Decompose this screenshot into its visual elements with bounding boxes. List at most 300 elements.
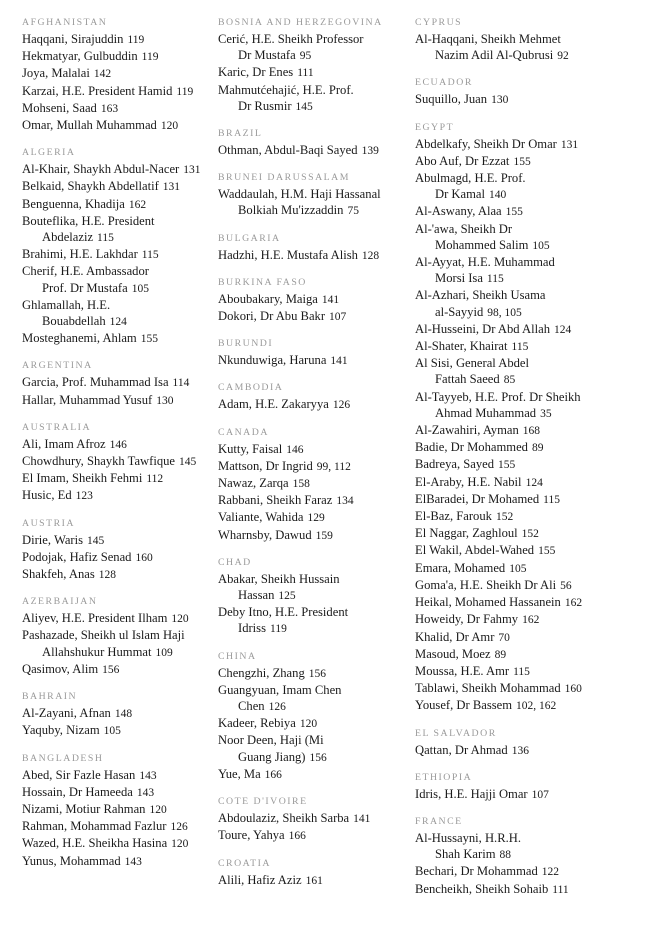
entry-name-continuation (218, 749, 398, 766)
entry-name: Husic, Ed (22, 488, 72, 503)
country-heading: CYPRUS (415, 17, 463, 28)
country-section (218, 556, 398, 638)
entry-name-continuation (218, 587, 398, 604)
entry-name: Al-Zawahiri, Ayman (415, 423, 519, 438)
index-entry (22, 263, 202, 296)
entry-name: Joya, Malalai (22, 66, 90, 81)
page-numbers: 119 (270, 623, 287, 636)
entry-name: Rahman, Mohammad Fazlur (22, 819, 167, 834)
page-numbers: 107 (531, 788, 549, 801)
entry-name: Al Sisi, General Abdel (415, 356, 530, 371)
entry-name: Al-Ayyat, H.E. Muhammad (415, 255, 555, 270)
index-entry (22, 532, 202, 549)
country-heading: ETHIOPIA (415, 771, 473, 783)
index-entry (22, 549, 202, 566)
page-numbers: 155 (140, 333, 158, 346)
entry-name: Valiante, Wahida (218, 510, 304, 525)
page-numbers: 160 (564, 683, 582, 696)
page-numbers: 114 (172, 377, 190, 390)
index-entry (415, 594, 615, 611)
country-section (22, 359, 202, 408)
page-numbers: 168 (522, 425, 541, 438)
entry-name: El-Araby, H.E. Nabil (415, 474, 522, 489)
entry-name: Yue, Ma (218, 766, 261, 781)
page-numbers: 128 (361, 249, 380, 262)
index-entry (22, 178, 202, 195)
entry-name: Noor Deen, Haji (Mi (218, 733, 324, 748)
entry-name-cont-text: Shah Karim (435, 847, 496, 862)
index-entry (22, 117, 202, 134)
page-numbers: 95 (299, 50, 312, 63)
page-numbers: 124 (109, 316, 127, 329)
index-entry (218, 665, 398, 682)
index-entry (415, 629, 615, 646)
entry-name: Qasimov, Alim (22, 661, 99, 676)
index-entry (218, 291, 398, 308)
entry-name: Emara, Mohamed (415, 560, 506, 575)
page-numbers: 85 (503, 374, 516, 387)
entry-name: Suquillo, Juan (415, 92, 488, 107)
page-numbers: 142 (93, 68, 112, 81)
country-section (218, 232, 398, 264)
page-numbers: 162 (564, 597, 583, 610)
country-heading: BULGARIA (218, 232, 281, 244)
page-numbers: 166 (264, 768, 282, 781)
page-numbers: 145 (87, 534, 105, 547)
index-entry (22, 246, 202, 263)
page-numbers: 89 (531, 442, 544, 455)
entry-name: Deby Itno, H.E. President (218, 605, 349, 620)
country-heading: CHINA (218, 650, 257, 662)
page-numbers: 155 (513, 155, 531, 168)
country-section (218, 426, 398, 544)
index-entry (22, 31, 202, 48)
entry-name-cont-text: al-Sayyid (435, 304, 484, 319)
page-numbers: 92 (557, 50, 569, 63)
page-numbers: 115 (513, 665, 530, 678)
page-numbers: 105 (532, 239, 550, 252)
entry-name: El Naggar, Zaghloul (415, 526, 518, 541)
country-section (415, 76, 615, 108)
index-entry (415, 91, 615, 108)
page-numbers: 120 (160, 120, 179, 133)
entry-name-cont-text: Bolkiah Mu'izzaddin (238, 203, 344, 218)
entry-name: Abakar, Sheikh Hussain (218, 571, 340, 586)
page-numbers: 124 (525, 476, 543, 489)
page-numbers: 128 (98, 569, 117, 582)
entry-name: Garcia, Prof. Muhammad Isa (22, 375, 169, 390)
entry-name-cont-text: Chen (238, 699, 265, 714)
entry-name: Rabbani, Sheikh Faraz (218, 493, 333, 508)
entry-name-cont-text: Nazim Adil Al-Qubrusi (435, 48, 554, 63)
index-entry (22, 627, 202, 660)
page-numbers: 126 (332, 399, 351, 412)
index-entry (415, 742, 615, 759)
country-section (22, 16, 202, 134)
page-numbers: 89 (494, 648, 507, 661)
index-entry (218, 509, 398, 526)
page-numbers: 156 (309, 751, 327, 764)
country-heading: BANGLADESH (22, 752, 104, 764)
entry-name-continuation (415, 237, 615, 254)
entry-name-continuation (218, 202, 398, 219)
index-entry (415, 663, 615, 680)
country-section (22, 517, 202, 584)
entry-name: Mohseni, Saad (22, 100, 97, 115)
entry-name: Al-Zayani, Afnan (22, 706, 111, 721)
entry-name: Belkaid, Shaykh Abdellatif (22, 179, 159, 194)
index-entry (22, 818, 202, 835)
country-section (415, 815, 615, 898)
entry-name: Pashazade, Sheikh ul Islam Haji (22, 628, 185, 643)
entry-name-cont-text: Guang Jiang) (238, 749, 306, 764)
page-numbers: 145 (179, 456, 197, 469)
index-entry (415, 542, 615, 559)
index-entry (218, 827, 398, 844)
entry-name-cont-text: Ahmad Muhammad (435, 405, 537, 420)
country-section (415, 727, 615, 759)
country-heading: COTE D'IVOIRE (218, 796, 308, 808)
index-entry (218, 732, 398, 765)
index-entry (22, 487, 202, 504)
page-numbers: 120 (171, 838, 189, 851)
entry-name: Othman, Abdul-Baqi Sayed (218, 143, 358, 158)
index-entry (22, 470, 202, 487)
entry-name: Guangyuan, Imam Chen (218, 682, 342, 697)
entry-name-continuation (415, 270, 615, 287)
index-entry (415, 153, 615, 170)
country-heading: CANADA (218, 426, 269, 438)
country-section (218, 16, 398, 115)
entry-name: Alili, Hafiz Aziz (218, 872, 302, 887)
entry-name-continuation (22, 644, 202, 661)
page-numbers: 126 (170, 821, 188, 834)
entry-name: El Wakil, Abdel-Wahed (415, 543, 535, 558)
index-entry (22, 661, 202, 678)
country-heading: BAHRAIN (22, 691, 78, 703)
index-entry (22, 705, 202, 722)
page-numbers: 158 (292, 478, 310, 491)
page-numbers: 70 (498, 631, 510, 644)
page-numbers: 141 (330, 355, 348, 368)
page-numbers: 123 (75, 490, 93, 503)
page-numbers: 111 (297, 67, 314, 80)
entry-name: Haqqani, Sirajuddin (22, 32, 124, 46)
page-numbers: 115 (141, 249, 159, 262)
index-entry (218, 604, 398, 637)
index-entry (218, 527, 398, 544)
page-numbers: 130 (156, 394, 174, 407)
entry-name: Al-Haqqani, Sheikh Mehmet (415, 32, 561, 46)
entry-name: El-Baz, Farouk (415, 509, 492, 524)
country-heading: ECUADOR (415, 77, 473, 89)
index-entry (415, 203, 615, 220)
index-entry (415, 456, 615, 473)
index-entry (415, 321, 615, 338)
index-entry (22, 213, 202, 246)
country-heading: EL SALVADOR (415, 727, 497, 739)
page-numbers: 145 (295, 100, 313, 113)
entry-name: Mattson, Dr Ingrid (218, 458, 313, 473)
page-numbers: 126 (268, 701, 286, 714)
country-heading: ALGERIA (22, 147, 76, 159)
entry-name-cont-text: Idriss (238, 621, 266, 636)
index-entry (22, 374, 202, 391)
index-entry (415, 422, 615, 439)
page-numbers: 156 (102, 663, 120, 676)
entry-name: Bouteflika, H.E. President (22, 213, 155, 228)
entry-name-cont-text: Dr Rusmir (238, 98, 292, 113)
country-section (218, 381, 398, 413)
entry-name-cont-text: Fattah Saeed (435, 372, 500, 387)
index-entry (22, 297, 202, 330)
index-entry (218, 64, 398, 81)
entry-name-continuation (22, 229, 202, 246)
page-numbers: 124 (554, 323, 572, 336)
entry-name: Masoud, Moez (415, 646, 491, 661)
entry-name: Moussa, H.E. Amr (415, 663, 510, 678)
country-heading: AFGHANISTAN (22, 17, 108, 28)
index-entry (415, 389, 615, 422)
index-entry (415, 863, 615, 880)
entry-name: Brahimi, H.E. Lakhdar (22, 247, 138, 262)
page-numbers: 148 (114, 708, 133, 721)
entry-name: Abdoulaziz, Sheikh Sarba (218, 811, 350, 826)
entry-name: Nawaz, Zarqa (218, 476, 289, 491)
entry-name-cont-text: Abdelaziz (42, 230, 94, 245)
entry-name: Kutty, Faisal (218, 441, 283, 456)
index-entry (415, 881, 615, 898)
index-entry (415, 31, 615, 64)
page-numbers: 131 (560, 138, 579, 151)
page-numbers: 107 (329, 311, 347, 324)
country-section (22, 146, 202, 347)
entry-name-continuation (218, 47, 398, 64)
entry-name: Ali, Imam Afroz (22, 436, 106, 451)
entry-name-continuation (415, 846, 615, 863)
entry-name: Al-Khair, Shaykh Abdul-Nacer (22, 162, 180, 177)
page-numbers: 105 (103, 725, 121, 738)
entry-name-continuation (415, 405, 615, 422)
page-numbers: 146 (109, 438, 127, 451)
country-heading: ARGENTINA (22, 360, 93, 372)
country-section (22, 752, 202, 870)
index-entry (415, 830, 615, 863)
index-entry (22, 83, 202, 100)
page-numbers: 146 (286, 443, 304, 456)
entry-name: Waddaulah, H.M. Haji Hassanal (218, 187, 381, 202)
country-section (22, 690, 202, 739)
entry-name: Abdelkafy, Sheikh Dr Omar (415, 136, 557, 151)
index-entry (22, 330, 202, 347)
country-section (415, 16, 615, 64)
index-entry (218, 458, 398, 475)
entry-name: Al-Aswany, Alaa (415, 204, 502, 219)
page-numbers: 134 (336, 495, 354, 508)
index-entry (22, 801, 202, 818)
page-numbers: 139 (361, 145, 379, 158)
entry-name-cont-text: Mohammed Salim (435, 237, 529, 252)
entry-name-continuation (415, 304, 615, 321)
entry-name: Aliyev, H.E. President Ilham (22, 611, 168, 626)
entry-name: Heikal, Mohamed Hassanein (415, 595, 561, 610)
index-entry (415, 697, 615, 714)
entry-name: Karic, Dr Enes (218, 65, 294, 80)
page-numbers: 136 (511, 744, 529, 757)
country-heading: CAMBODIA (218, 382, 284, 394)
entry-name: Yunus, Mohammad (22, 853, 121, 868)
entry-name: Al-Tayyeb, H.E. Prof. Dr Sheikh (415, 389, 581, 404)
entry-name: Yousef, Dr Bassem (415, 698, 513, 713)
index-entry (415, 254, 615, 287)
page-numbers: 119 (141, 51, 159, 64)
index-entry (218, 31, 398, 64)
page-numbers: 166 (288, 830, 306, 843)
entry-name: Nizami, Motiur Rahman (22, 801, 146, 816)
index-entry (218, 810, 398, 827)
index-entry (218, 766, 398, 783)
page-numbers: 159 (315, 529, 333, 542)
page-numbers: 143 (124, 855, 142, 868)
entry-name: Wazed, H.E. Sheikha Hasina (22, 836, 168, 851)
entry-name: Podojak, Hafiz Senad (22, 549, 132, 564)
entry-name: Khalid, Dr Amr (415, 629, 495, 644)
country-section (218, 127, 398, 159)
page-numbers: 143 (139, 769, 157, 782)
index-entry (415, 646, 615, 663)
page-numbers: 99, 112 (316, 460, 351, 473)
country-section (22, 595, 202, 678)
index-entry (415, 170, 615, 203)
entry-name: Karzai, H.E. President Hamid (22, 83, 173, 98)
index-entry (415, 560, 615, 577)
index-entry (22, 453, 202, 470)
index-entry (218, 142, 398, 159)
entry-name-cont-text: Dr Kamal (435, 187, 486, 202)
index-entry (218, 396, 398, 413)
entry-name-continuation (218, 698, 398, 715)
entry-name: Abo Auf, Dr Ezzat (415, 153, 510, 168)
entry-name: Ghlamallah, H.E. (22, 297, 111, 312)
entry-name-cont-text: Prof. Dr Mustafa (42, 280, 128, 295)
page-numbers: 155 (505, 206, 523, 219)
index-entry (22, 566, 202, 583)
index-entry (218, 571, 398, 604)
entry-name-continuation (22, 313, 202, 330)
entry-name: Bechari, Dr Mohammad (415, 864, 538, 879)
page-numbers: 120 (171, 613, 189, 626)
index-entry (22, 65, 202, 82)
page-numbers: 98, 105 (487, 306, 522, 319)
index-entry (218, 352, 398, 369)
entry-name: Shakfeh, Anas (22, 567, 95, 582)
entry-name-cont-text: Morsi Isa (435, 271, 483, 286)
page-numbers: 131 (162, 181, 181, 194)
entry-name: Badreya, Sayed (415, 457, 495, 472)
index-entry (415, 611, 615, 628)
index-entry (415, 508, 615, 525)
entry-name: Al-Husseini, Dr Abd Allah (415, 321, 551, 336)
country-heading: CROATIA (218, 857, 271, 869)
country-section (415, 771, 615, 803)
page-numbers: 35 (540, 407, 552, 420)
entry-name: Yaquby, Nizam (22, 723, 100, 738)
index-entry (415, 577, 615, 594)
page-numbers: 119 (176, 85, 194, 98)
index-entry (218, 492, 398, 509)
index-entry (415, 136, 615, 153)
entry-name: Cerić, H.E. Sheikh Professor (218, 32, 364, 46)
page-numbers: 141 (353, 813, 371, 826)
page-numbers: 131 (183, 164, 201, 177)
entry-name: Hadzhi, H.E. Mustafa Alish (218, 247, 358, 262)
country-section (415, 121, 615, 715)
page-numbers: 105 (131, 282, 149, 295)
page-numbers: 88 (499, 849, 512, 862)
index-column-3 (415, 16, 615, 910)
entry-name-continuation (415, 371, 615, 388)
page-numbers: 115 (511, 341, 529, 354)
country-section (218, 276, 398, 325)
index-column-2 (218, 16, 398, 901)
page-numbers: 130 (491, 94, 509, 107)
country-section (22, 421, 202, 505)
page-numbers: 152 (521, 528, 539, 541)
index-entry (22, 767, 202, 784)
entry-name: Chengzhi, Zhang (218, 665, 305, 680)
page-numbers: 115 (543, 493, 560, 506)
page-numbers: 122 (541, 866, 560, 879)
entry-name: Al-Azhari, Sheikh Usama (415, 288, 546, 303)
entry-name: Idris, H.E. Hajji Omar (415, 786, 528, 801)
page-numbers: 120 (149, 803, 167, 816)
entry-name: Hallar, Muhammad Yusuf (22, 392, 153, 407)
index-entry (22, 436, 202, 453)
country-heading: EGYPT (415, 121, 455, 133)
entry-name-continuation (415, 186, 615, 203)
entry-name: Wharnsby, Dawud (218, 527, 312, 542)
entry-name: Al-'awa, Sheikh Dr (415, 221, 513, 236)
page-numbers: 140 (489, 189, 507, 202)
page-numbers: 152 (495, 511, 514, 524)
index-entry (218, 308, 398, 325)
entry-name: Qattan, Dr Ahmad (415, 742, 508, 757)
page-numbers: 102, 162 (516, 700, 557, 713)
country-section (218, 337, 398, 369)
entry-name: Toure, Yahya (218, 828, 285, 843)
page-numbers: 163 (100, 102, 119, 115)
country-heading: AZERBAIJAN (22, 596, 98, 608)
entry-name: Dirie, Waris (22, 532, 84, 547)
page-numbers: 155 (498, 459, 516, 472)
entry-name: Adam, H.E. Zakaryya (218, 397, 329, 412)
page-numbers: 115 (486, 273, 504, 286)
index-entry (22, 161, 202, 178)
page-numbers: 125 (278, 590, 296, 603)
page-numbers: 156 (308, 667, 326, 680)
index-entry (22, 196, 202, 213)
entry-name: Hekmatyar, Gulbuddin (22, 49, 138, 64)
index-entry (415, 491, 615, 508)
country-heading: BOSNIA AND HERZEGOVINA (218, 17, 383, 28)
entry-name: Howeidy, Dr Fahmy (415, 612, 519, 627)
page-numbers: 119 (127, 34, 145, 46)
page-numbers: 109 (155, 646, 173, 659)
index-entry (22, 853, 202, 870)
country-section (218, 857, 398, 889)
entry-name: Hossain, Dr Hameeda (22, 784, 133, 799)
entry-name: Kadeer, Rebiya (218, 716, 296, 731)
